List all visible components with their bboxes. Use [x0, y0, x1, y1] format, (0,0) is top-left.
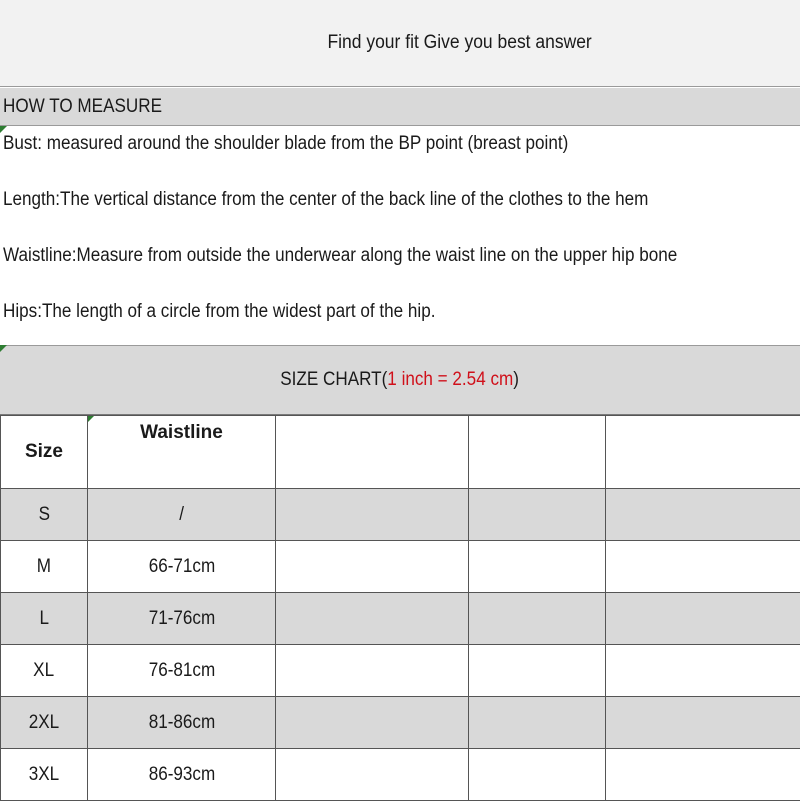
cell-corner-marker — [0, 126, 7, 133]
empty-cell — [276, 593, 469, 645]
empty-cell — [469, 489, 606, 541]
empty-cell — [469, 593, 606, 645]
waistline-cell — [88, 541, 276, 593]
waistline-cell — [88, 749, 276, 801]
table-row — [1, 541, 800, 593]
size-column-header: Size — [1, 416, 88, 489]
empty-cell — [469, 645, 606, 697]
empty-cell — [276, 541, 469, 593]
size-value: L — [39, 608, 49, 630]
size-cell — [1, 489, 88, 541]
length-instruction: Length:The vertical distance from the center of the back line of the clothes to the hem — [3, 189, 648, 211]
table-row — [1, 645, 800, 697]
waistline-value: 76-81cm — [148, 660, 215, 682]
waistline-column-header — [88, 416, 276, 489]
table-row — [1, 749, 800, 801]
table-row — [1, 489, 800, 541]
empty-cell — [469, 749, 606, 801]
how-to-measure-header — [0, 88, 800, 126]
empty-cell — [606, 645, 800, 697]
waistline-cell — [88, 593, 276, 645]
tagline-banner — [0, 0, 800, 87]
waistline-value: / — [179, 504, 184, 526]
empty-column-header — [276, 416, 469, 489]
size-cell — [1, 541, 88, 593]
waistline-cell — [88, 645, 276, 697]
size-value: 3XL — [29, 764, 59, 786]
size-cell — [1, 749, 88, 801]
cell-corner-marker — [0, 345, 7, 352]
empty-cell — [606, 697, 800, 749]
empty-cell — [276, 489, 469, 541]
size-chart-table — [0, 415, 800, 801]
size-chart-header — [0, 345, 800, 415]
size-value: M — [37, 556, 51, 578]
hips-instruction: Hips:The length of a circle from the widest part of the hip. — [3, 301, 435, 323]
empty-cell — [276, 645, 469, 697]
waistline-column-header-label: Waistline — [140, 422, 223, 444]
empty-cell — [469, 697, 606, 749]
size-chart-conversion-note: 1 inch = 2.54 cm — [388, 369, 514, 390]
empty-column-header — [606, 416, 800, 489]
size-cell — [1, 645, 88, 697]
empty-cell — [276, 749, 469, 801]
tagline-text: Find your fit Give you best answer — [328, 32, 592, 54]
waistline-value: 86-93cm — [148, 764, 215, 786]
waistline-cell — [88, 697, 276, 749]
waistline-instruction: Waistline:Measure from outside the underwear along the waist line on the upper hip bone — [3, 245, 677, 267]
size-chart-title — [281, 369, 520, 391]
table-row — [1, 593, 800, 645]
empty-cell — [276, 697, 469, 749]
size-cell — [1, 697, 88, 749]
size-value: S — [38, 504, 49, 526]
waistline-value: 81-86cm — [148, 712, 215, 734]
size-chart-title-prefix: SIZE CHART( — [281, 369, 388, 390]
table-header-row — [1, 416, 800, 489]
table-row — [1, 697, 800, 749]
size-value: XL — [34, 660, 55, 682]
empty-cell — [606, 489, 800, 541]
empty-cell — [606, 593, 800, 645]
bust-instruction: Bust: measured around the shoulder blade from the BP point (breast point) — [3, 133, 568, 155]
empty-cell — [469, 541, 606, 593]
waistline-cell — [88, 489, 276, 541]
waistline-value: 66-71cm — [148, 556, 215, 578]
size-chart-title-suffix: ) — [514, 369, 520, 390]
empty-cell — [606, 541, 800, 593]
empty-column-header — [469, 416, 606, 489]
empty-cell — [606, 749, 800, 801]
size-value: 2XL — [29, 712, 59, 734]
how-to-measure-title: HOW TO MEASURE — [3, 96, 162, 118]
waistline-value: 71-76cm — [148, 608, 215, 630]
size-cell — [1, 593, 88, 645]
